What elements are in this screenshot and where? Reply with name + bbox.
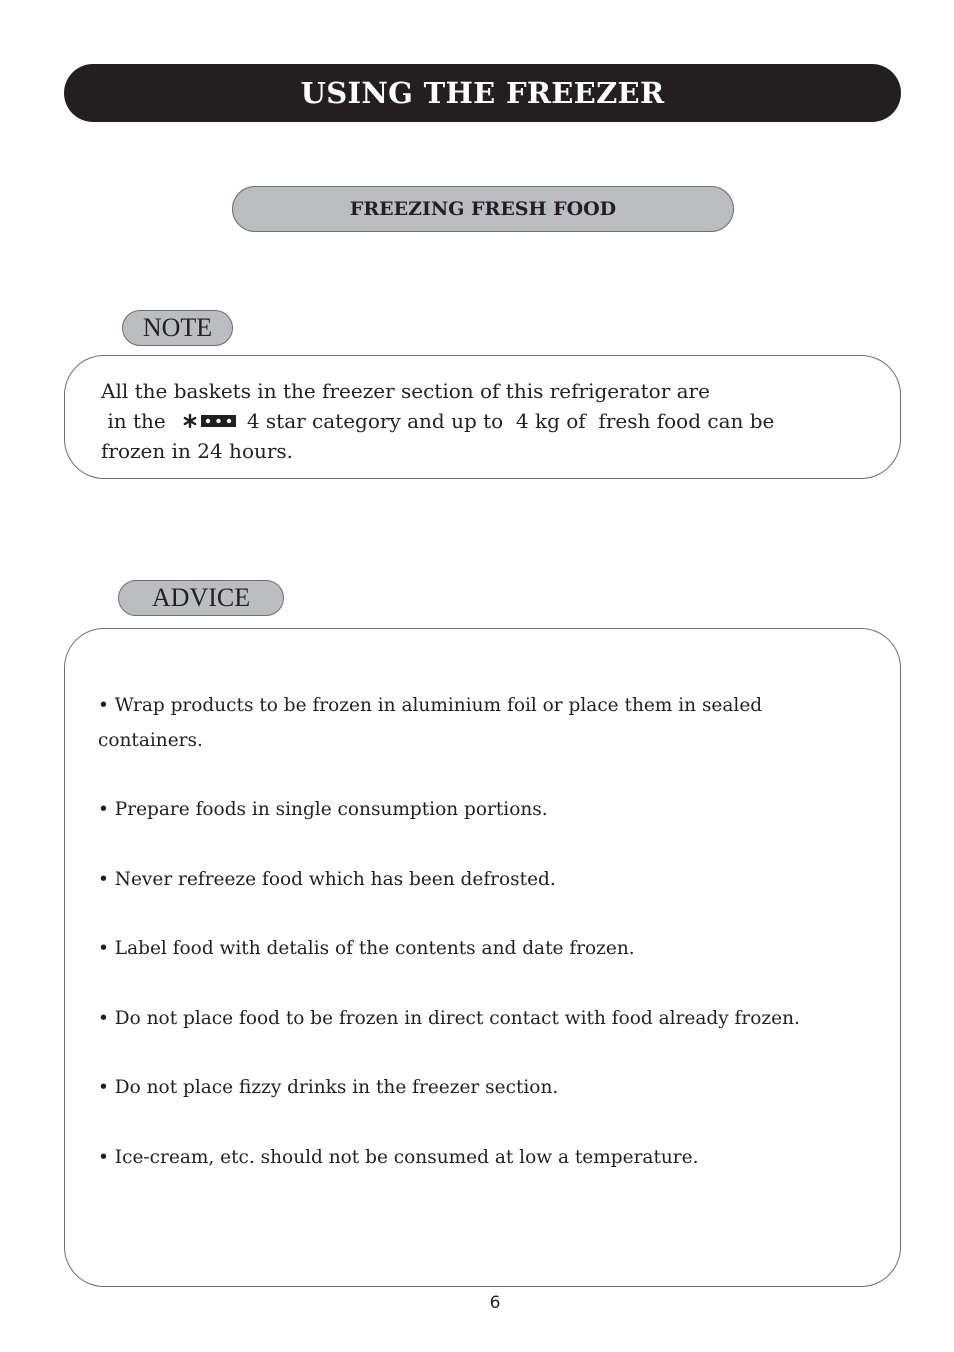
note-label-pill (122, 310, 233, 346)
list-item: • Ice-cream, etc. should not be consumed at low a temperature. (98, 1146, 699, 1168)
list-item: • Do not place fizzy drinks in the freezer section. (98, 1077, 559, 1098)
advice-label: ADVICE (151, 583, 251, 612)
list-item: • Wrap products to be frozen in aluminium foil or place them in sealed containers. (98, 695, 763, 751)
note-line-3: frozen in 24 hours. (101, 439, 294, 463)
advice-label-pill (118, 580, 284, 616)
note-line-2-end: 4 star category and up to 4 kg of fresh food can be (240, 409, 775, 433)
section-subtitle-pill (232, 186, 734, 232)
list-item: • Never refreeze food which has been defrosted. (98, 868, 556, 890)
page-title: USING THE FREEZER (300, 76, 665, 110)
note-text (101, 376, 880, 466)
note-line-1: All the baskets in the freezer section of this refrigerator are (101, 379, 710, 403)
title-bar (64, 64, 901, 122)
list-item: • Label food with detalis of the contents and date frozen. (98, 938, 635, 959)
advice-list (98, 689, 850, 1210)
note-box (64, 355, 901, 479)
list-item: • Do not place food to be frozen in direct contact with food already frozen. (98, 1007, 800, 1029)
four-star-freezer-icon (182, 413, 238, 429)
note-label: NOTE (142, 313, 213, 342)
page-number: 6 (489, 1293, 501, 1313)
advice-box (64, 628, 901, 1287)
list-item: • Prepare foods in single consumption portions. (98, 799, 548, 820)
section-subtitle: FREEZING FRESH FOOD (349, 198, 617, 220)
note-line-2-start: in the (101, 409, 179, 433)
